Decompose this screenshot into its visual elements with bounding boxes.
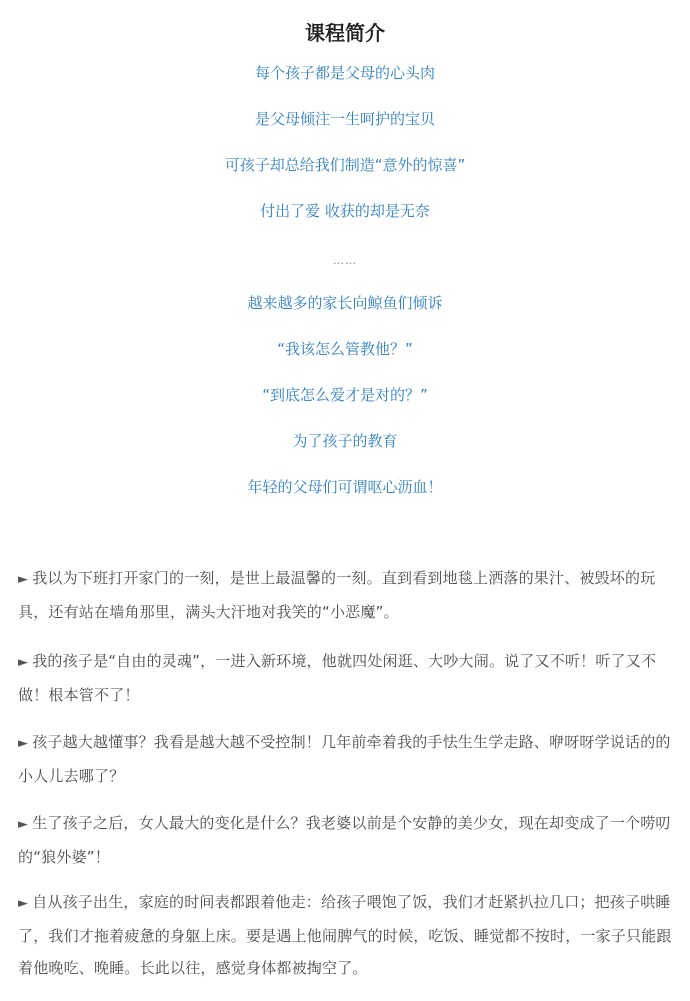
story-paragraph [18,726,678,792]
story-text: 我以为下班打开家门的一刻，是世上最温馨的一刻。直到看到地毯上洒落的果汁、被毁坏的玩具，还有站在墙角那里，满头大汗地对我笑的“小恶魔”。 [18,569,656,621]
bullet-icon: ► [18,572,29,587]
story-paragraph [18,562,678,628]
bullet-icon: ► [18,896,29,911]
intro-line: 付出了爱 收获的却是无奈 [260,202,430,220]
intro-line: 年轻的父母们可谓呕心沥血！ [247,478,443,496]
intro-line: 是父母倾注一生呵护的宝贝 [254,110,435,128]
bullet-icon: ► [18,736,29,751]
intro-line: 越来越多的家长向鲸鱼们倾诉 [247,294,443,312]
intro-line: “到底怎么爱才是对的？” [262,386,428,404]
story-paragraph [18,886,678,984]
intro-line: “我该怎么管教他？” [277,340,413,358]
story-text: 孩子越大越懂事？我看是越大越不受控制！几年前牵着我的手怯生生学走路、咿呀呀学说话的的小人儿去哪了？ [18,733,671,785]
story-text: 我的孩子是“自由的灵魂”，一进入新环境，他就四处闲逛、大吵大闹。说了又不听！听了又不做！根本管不了！ [18,652,657,704]
story-paragraph [18,807,678,873]
story-paragraph [18,645,678,711]
intro-line: 可孩子却总给我们制造“意外的惊喜” [224,156,466,174]
intro-ellipsis: …… [333,254,357,267]
story-text: 生了孩子之后，女人最大的变化是什么？我老婆以前是个安静的美少女，现在却变成了一个唠叨的“狼外婆”！ [18,814,671,866]
bullet-icon: ► [18,817,29,832]
story-text: 自从孩子出生，家庭的时间表都跟着他走：给孩子喂饱了饭，我们才赶紧扒拉几口；把孩子哄睡了，我们才拖着疲惫的身躯上床。要是遇上他闹脾气的时候，吃饭、睡觉都不按时，一家子只能跟着他晚吃、晚睡。长此以往，感觉身体都被掏空了。 [18,893,672,977]
page-title: 课程简介 [305,21,385,45]
intro-line: 每个孩子都是父母的心头肉 [254,64,435,82]
bullet-icon: ► [18,655,29,670]
intro-line: 为了孩子的教育 [292,432,398,450]
